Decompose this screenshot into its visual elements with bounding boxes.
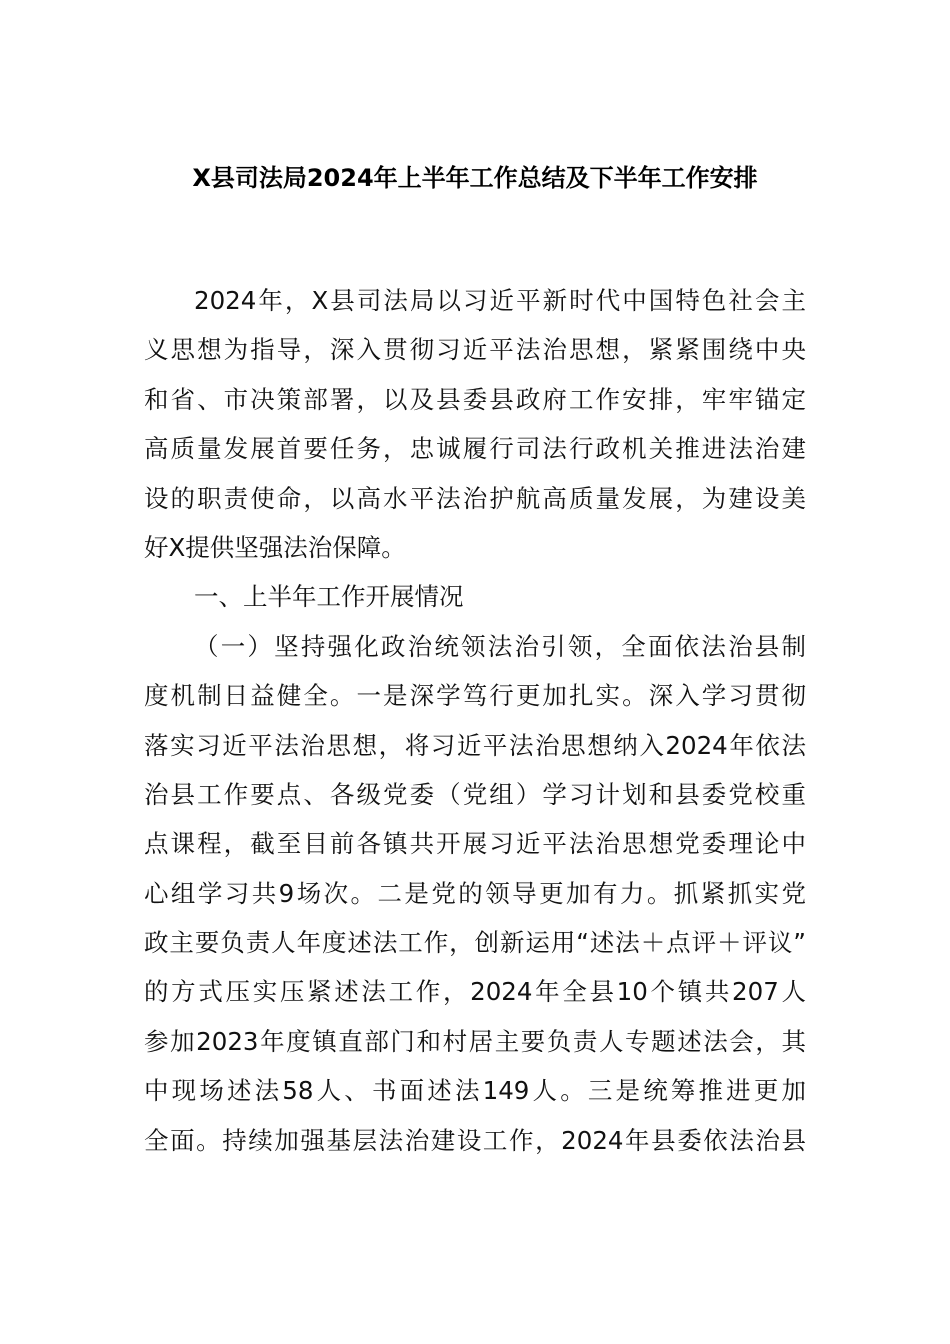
paragraph-section1	[144, 629, 806, 1172]
text-line: 高质量发展首要任务，忠诚履行司法行政机关推进法治建	[144, 434, 806, 464]
text-line: 心组学习共9场次。二是党的领导更加有力。抓紧抓实党	[144, 878, 806, 908]
text-line: 全面。持续加强基层法治建设工作，2024年县委依法治县	[144, 1125, 806, 1155]
text-line: 度机制日益健全。一是深学笃行更加扎实。深入学习贯彻	[144, 681, 806, 711]
text-line: 和省、市决策部署，以及县委县政府工作安排，牢牢锚定	[144, 384, 806, 414]
text-line: 治县工作要点、各级党委（党组）学习计划和县委党校重	[144, 779, 806, 809]
text-line: 2024年，X县司法局以习近平新时代中国特色社会主	[194, 286, 806, 315]
text-line: 点课程，截至目前各镇共开展习近平法治思想党委理论中	[144, 829, 806, 859]
text-line: 中现场述法58人、书面述法149人。三是统筹推进更加	[144, 1076, 806, 1106]
text-line: 设的职责使命，以高水平法治护航高质量发展，为建设美	[144, 483, 806, 513]
text-line: 落实习近平法治思想，将习近平法治思想纳入2024年依法	[144, 730, 806, 760]
text-line: 的方式压实压紧述法工作，2024年全县10个镇共207人	[144, 977, 806, 1007]
text-line: 参加2023年度镇直部门和村居主要负责人专题述法会，其	[144, 1026, 806, 1056]
text-line: （一）坚持强化政治统领法治引领，全面依法治县制	[194, 631, 806, 661]
section-heading: 一、上半年工作开展情况	[194, 582, 464, 612]
document-body	[144, 283, 806, 1172]
text-line: 政主要负责人年度述法工作，创新运用“述法＋点评＋评议”	[144, 928, 806, 958]
text-line: 好X提供坚强法治保障。	[144, 532, 406, 562]
document-title: X县司法局2024年上半年工作总结及下半年工作安排	[192, 164, 758, 192]
paragraph-intro	[144, 283, 806, 579]
text-line: 义思想为指导，深入贯彻习近平法治思想，紧紧围绕中央	[144, 335, 806, 365]
